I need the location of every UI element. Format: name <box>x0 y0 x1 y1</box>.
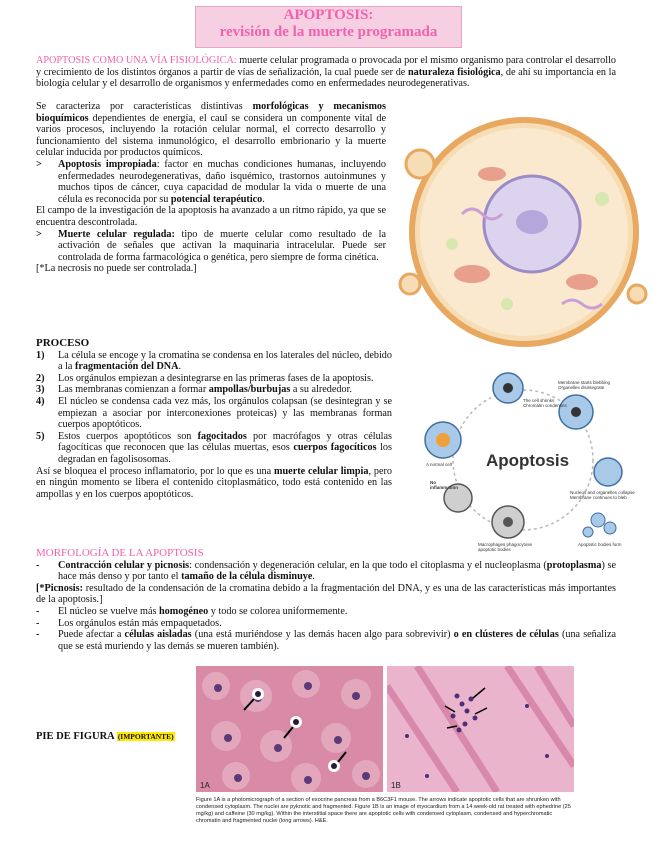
closing-b: muerte celular limpia <box>274 465 369 477</box>
i4d: o en clústeres de células <box>453 629 559 641</box>
label-bodies: Apoptotic bodies form <box>578 542 622 547</box>
morf-marker: - <box>36 605 40 617</box>
title-box <box>195 6 462 48</box>
proceso-item-n: 4) <box>36 395 45 407</box>
proceso-item-b: fragmentación del DNA <box>74 361 179 373</box>
collapsing-cell <box>594 458 622 486</box>
vesicle <box>446 238 458 250</box>
label-blebbing-l2: Organelles disintegrate <box>558 385 605 390</box>
bullet-muerte-regulada <box>36 229 386 264</box>
bullet-bold: Muerte celular regulada: <box>58 228 175 240</box>
figure-caption: Figure 1A is a photomicrograph of a section of exocrine pancreas from a B6C3F1 mouse. The arrows indicate apoptotic cells that are shrunken with condensed cytoplasm. The nuclei are pyknotic and fragmented. Figure 1B is an image of myocardium from a 14 week-old rat treated with ephedrine (25 mg/kg) and caffeine (30 mg/kg). Within the interstitial space there are apoptotic cells with condensed cytoplasm, condensed and hyperchromatic chromatin and fragmented nuclei (long arrows). H&E. <box>196 797 571 824</box>
macrophage-nucleus <box>503 517 513 527</box>
intro-column <box>36 101 386 275</box>
bullet-marker: > <box>36 158 42 170</box>
proceso-item-b: ampollas/burbujas <box>208 384 291 396</box>
bullet-bold: Apoptosis impropiada <box>58 158 157 170</box>
morf-a2: ) se hace más denso y por tanto el <box>58 559 616 583</box>
label-blebbing-l1: Membrane starts blebbing <box>558 380 611 385</box>
vesicle <box>595 192 609 206</box>
i2c: y todo se colorea uniformemente. <box>208 605 348 617</box>
morf-b2: protoplasma <box>546 559 602 571</box>
mitochondrion <box>566 274 598 290</box>
bullet-bold2: potencial terapéutico <box>170 193 263 205</box>
i4e: (una señaliza que se está muriendo y las demás se mueren también). <box>58 629 616 652</box>
proceso-heading: PROCESO <box>36 337 90 349</box>
morf-a: : condensación y degeneración celular, en la que todo el citoplasma y el nucleoplasma ( <box>189 559 547 571</box>
pie-tag: (IMPORTANTE) <box>117 732 174 741</box>
proceso-item <box>36 431 392 466</box>
normal-nucleus <box>436 433 450 447</box>
label-macro-l1: Macrophages phagocytose <box>478 542 533 547</box>
intro-para2 <box>36 101 386 159</box>
bullet-apoptosis-impropiada <box>36 159 386 205</box>
label-1b: 1B <box>391 781 401 790</box>
proceso-item-a: La célula se encoge y la cromatina se condensa en los laterales del núcleo, debido a la <box>58 349 392 373</box>
proceso-item <box>36 350 392 373</box>
picnosis-t: resultado de la condensación de la cromatina debido a la fragmentación del DNA, y es una de las características más importantes de la apoptosis.] <box>36 582 616 606</box>
label-shrinks-l1: The cell shrinks <box>523 398 555 403</box>
apoptotic-body <box>604 522 616 534</box>
label-1a: 1A <box>200 781 210 790</box>
micrograph-1a-svg <box>196 666 383 792</box>
proceso-item <box>36 384 392 396</box>
intro-heading: APOPTOSIS COMO UNA VÍA FISIOLÓGICA: <box>36 55 237 66</box>
mitochondrion <box>454 265 490 283</box>
apoptotic-body <box>583 527 593 537</box>
label-noinf-l2: inflammation <box>430 485 459 490</box>
title-line2: revisión de la muerte programada <box>219 24 438 40</box>
intro-first-para <box>36 55 616 90</box>
bullet-text: tipo de muerte celular como resultado de la activación de señales que activan la maquinaria intracelular. Puede ser controlada de forma farmacológica o genética, pero siempre de forma cinética. <box>58 228 386 263</box>
i4c: (una está muriéndose y las demás hacen algo para sobrevivir) <box>191 629 454 641</box>
bullet-marker: > <box>36 228 42 240</box>
morf-item-2 <box>36 606 616 618</box>
mitochondrion <box>478 167 506 181</box>
label-nucleus-l1: Nucleus and organelles collapse <box>570 490 635 495</box>
label-blebbing <box>558 380 611 390</box>
proceso-item-a: El núcleo se condensa cada vez más, los orgánulos colapsan (se desintegran y se empiezan a asociar por interconexiones proteicas) y las membranas forman cuerpos apoptóticos. <box>58 395 392 431</box>
morf-b3: tamaño de la célula disminuye <box>181 571 313 583</box>
proceso-item-e: los degradan en fagolisosomas. <box>58 442 392 465</box>
label-shrinks-l2: Chromatin condenses <box>523 403 567 408</box>
intro-t1: muerte celular programada o provocada por el mismo organismo para controlar el desarrollo y crecimiento de los distintos órganos a partir de vías de señalización, la cual puede ser de <box>36 55 616 78</box>
proceso-item-a: Las membranas comienzan a formar <box>58 384 209 396</box>
proceso-list <box>36 350 392 466</box>
bullet-end: . <box>262 193 265 205</box>
apoptotic-body <box>591 513 605 527</box>
pie-label: PIE DE FIGURA <box>36 731 115 742</box>
morf-b: Contracción celular y picnosis <box>58 559 190 571</box>
closing-c: , pero en ningún momento se libera el contenido citoplasmático, todo está contenido en las ampollas y en los cuerpos apoptóticos. <box>36 465 393 500</box>
label-nucleus-l2: Membrane continues to bleb <box>570 495 627 500</box>
morf-item-3 <box>36 618 616 630</box>
exosome <box>406 150 434 178</box>
morfologia-section <box>36 548 616 652</box>
morf-item-4 <box>36 629 616 652</box>
p2a: Se caracteriza por características distintivas <box>36 101 253 112</box>
proceso-item-c: a su alrededor. <box>290 384 352 396</box>
nucleolus <box>516 210 548 234</box>
label-noinf-l1: No <box>430 480 436 485</box>
picnosis-note <box>36 583 616 606</box>
proceso-item-c: . <box>178 361 182 373</box>
intro-t2: , de ahí su importancia en la biología celular y el desarrollo de organismos y enfermedades como en enfermedades neurodegenerativas. <box>36 66 616 90</box>
blebbing-nucleus <box>571 407 581 417</box>
i4b: células aisladas <box>124 629 192 641</box>
picnosis-b: [*Picnosis: <box>36 582 83 594</box>
i2a: El núcleo se vuelve más <box>58 605 159 617</box>
micrograph-1a <box>196 666 383 792</box>
intro-para3: El campo de la investigación de la apoptosis ha avanzado a un ritmo rápido, ya que se encuentra descontrolada. <box>36 205 386 228</box>
morf-marker: - <box>36 617 40 629</box>
diagram-title: Apoptosis <box>486 451 570 470</box>
condensed-nucleus <box>503 383 513 393</box>
micrograph-1b-svg <box>387 666 574 792</box>
p2c: dependientes de energía, el caul se considera un componente vital de varios procesos, incluyendo la rotación celular normal, el correcto desarrollo y funcionamiento del sistema inmunológico, el desarrollo embrionario y la muerte celular inducida por productos químicos. <box>36 112 386 159</box>
label-macro-l2: apoptotic bodies <box>478 547 511 552</box>
proceso-item <box>36 373 392 385</box>
apoptosis-cycle-diagram <box>408 360 638 560</box>
closing-a: Así se bloquea el proceso inflamatorio, por lo que es una <box>36 465 275 477</box>
proceso-item-n: 3) <box>36 384 45 396</box>
i2b: homogéneo <box>159 605 209 617</box>
morf-marker: - <box>36 559 40 571</box>
proceso-item-n: 2) <box>36 372 45 384</box>
proceso-item-n: 5) <box>36 430 45 442</box>
exosome <box>400 274 420 294</box>
morf-item-1 <box>36 560 616 583</box>
necrosis-note: [*La necrosis no puede ser controlada.] <box>36 263 197 275</box>
p2b: morfológicas y mecanismos bioquímicos <box>36 101 386 124</box>
micrograph-1b <box>387 666 574 792</box>
proceso-item-a: Los orgánulos empiezan a desintegrarse en las primeras fases de la apoptosis. <box>58 372 374 384</box>
title-line1: APOPTOSIS: <box>283 7 374 23</box>
proceso-item-n: 1) <box>36 349 45 361</box>
proceso-section <box>36 338 392 500</box>
pie-de-figura <box>36 731 175 742</box>
morf-marker: - <box>36 629 40 641</box>
i3: Los orgánulos están más empaquetados. <box>58 617 222 629</box>
proceso-item-c: por macrófagos y otras células fagocíticas que reconocen que las células muertas, esos <box>58 430 393 454</box>
morf-a3: . <box>312 571 315 583</box>
exosome <box>628 285 646 303</box>
cell-diagram <box>392 104 652 356</box>
vesicle <box>501 298 513 310</box>
label-nucleus <box>570 490 636 500</box>
i4a: Puede afectar a <box>58 629 125 641</box>
bullet-text: : factor en muchas condiciones humanas, incluyendo enfermedades neurodegenerativas, daño isquémico, trastornos autoinmunes y muchos tipos de cáncer, cuya capacidad de modular la vida o muerte de una célula es reconocida por su <box>58 158 386 205</box>
proceso-item-d: cuerpos fagocíticos <box>293 442 377 454</box>
proceso-item <box>36 396 392 431</box>
proceso-item-a: Estos cuerpos apoptóticos son <box>58 430 198 442</box>
intro-b1: naturaleza fisiológica <box>408 66 501 78</box>
proceso-closing <box>36 466 392 501</box>
label-normal: A normal cell <box>426 462 452 467</box>
proceso-item-b: fagocitados <box>197 430 247 442</box>
morfologia-heading: MORFOLOGÍA DE LA APOPTOSIS <box>36 547 204 559</box>
